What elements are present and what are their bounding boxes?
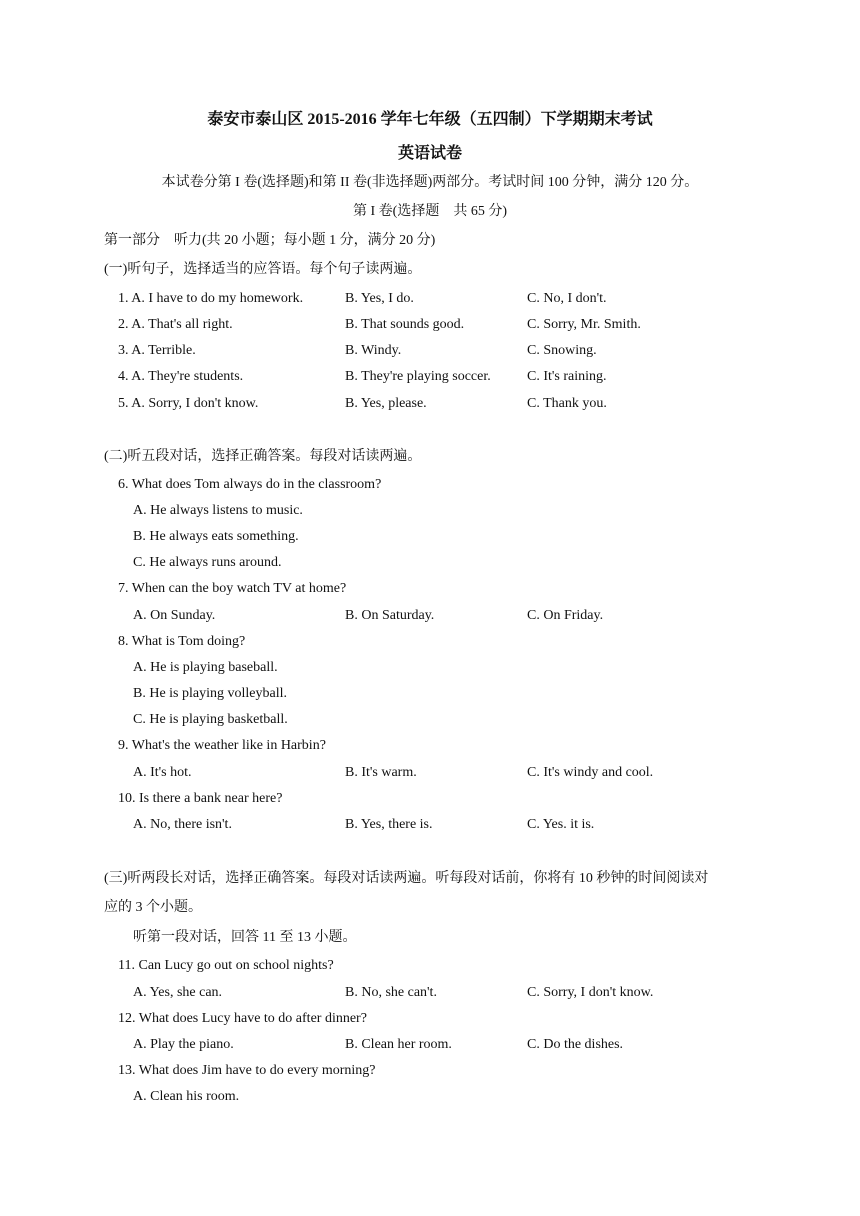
q1-option-b: B. Yes, I do. — [345, 291, 414, 306]
q8-stem: 8. What is Tom doing? — [118, 634, 246, 649]
q4-option-c: C. It's raining. — [527, 369, 607, 384]
q1-option-c: C. No, I don't. — [527, 291, 607, 306]
q13-option-a: A. Clean his room. — [133, 1089, 240, 1104]
q5-option-c: C. Thank you. — [527, 396, 607, 411]
q1-option-a: 1. A. I have to do my homework. — [118, 291, 304, 306]
q11-option-b: B. No, she can't. — [345, 985, 437, 1000]
q6-option-a: A. He always listens to music. — [133, 503, 303, 518]
q10-option-a: A. No, there isn't. — [133, 817, 232, 832]
q11-option-a: A. Yes, she can. — [133, 985, 223, 1000]
q6-option-c: C. He always runs around. — [133, 555, 282, 570]
q13-stem: 13. What does Jim have to do every morning? — [118, 1063, 376, 1078]
q11-stem: 11. Can Lucy go out on school nights? — [118, 958, 334, 973]
q3-option-c: C. Snowing. — [527, 343, 597, 358]
section3-instruction-line1: (三)听两段长对话，选择正确答案。每段对话读两遍。听每段对话前，你将有 10 秒钟的时间阅读对 — [104, 871, 709, 886]
q4-option-b: B. They're playing soccer. — [345, 369, 491, 384]
section3-instruction-line2: 应的 3 个小题。 — [104, 900, 202, 915]
q7-option-b: B. On Saturday. — [345, 608, 435, 623]
q3-option-b: B. Windy. — [345, 343, 402, 358]
q9-option-c: C. It's windy and cool. — [527, 765, 654, 780]
q12-option-b: B. Clean her room. — [345, 1037, 452, 1052]
q8-option-a: A. He is playing baseball. — [133, 660, 278, 675]
q4-option-a: 4. A. They're students. — [118, 369, 244, 384]
q2-option-c: C. Sorry, Mr. Smith. — [527, 317, 641, 332]
q8-option-b: B. He is playing volleyball. — [133, 686, 287, 701]
q3-option-a: 3. A. Terrible. — [118, 343, 196, 358]
q12-option-c: C. Do the dishes. — [527, 1037, 624, 1052]
q10-stem: 10. Is there a bank near here? — [118, 791, 283, 806]
section1-instruction: (一)听句子，选择适当的应答语。每个句子读两遍。 — [104, 262, 422, 277]
dialog1-note: 听第一段对话，回答 11 至 13 小题。 — [133, 930, 357, 945]
q10-option-b: B. Yes, there is. — [345, 817, 433, 832]
q5-option-a: 5. A. Sorry, I don't know. — [118, 396, 259, 411]
q11-option-c: C. Sorry, I don't know. — [527, 985, 654, 1000]
exam-intro: 本试卷分第 I 卷(选择题)和第 II 卷(非选择题)两部分。考试时间 100 分钟，满分 120 分。 — [161, 175, 699, 190]
q9-option-a: A. It's hot. — [133, 765, 192, 780]
q9-stem: 9. What's the weather like in Harbin? — [118, 738, 326, 753]
q10-option-c: C. Yes. it is. — [527, 817, 595, 832]
q2-option-a: 2. A. That's all right. — [118, 317, 233, 332]
volume-heading: 第 I 卷(选择题 共 65 分) — [353, 204, 507, 219]
q7-option-c: C. On Friday. — [527, 608, 604, 623]
q8-option-c: C. He is playing basketball. — [133, 712, 288, 727]
q7-stem: 7. When can the boy watch TV at home? — [118, 581, 347, 596]
q9-option-b: B. It's warm. — [345, 765, 417, 780]
exam-subtitle: 英语试卷 — [397, 145, 462, 162]
exam-title: 泰安市泰山区 2015-2016 学年七年级（五四制）下学期期末考试 — [207, 111, 653, 128]
section2-instruction: (二)听五段对话，选择正确答案。每段对话读两遍。 — [104, 449, 422, 464]
q7-option-a: A. On Sunday. — [133, 608, 216, 623]
q2-option-b: B. That sounds good. — [345, 317, 465, 332]
part1-heading: 第一部分 听力(共 20 小题；每小题 1 分，满分 20 分) — [104, 233, 436, 248]
q6-stem: 6. What does Tom always do in the classroom? — [118, 477, 382, 492]
q5-option-b: B. Yes, please. — [345, 396, 427, 411]
q12-option-a: A. Play the piano. — [133, 1037, 234, 1052]
q6-option-b: B. He always eats something. — [133, 529, 299, 544]
q12-stem: 12. What does Lucy have to do after dinner? — [118, 1011, 367, 1026]
